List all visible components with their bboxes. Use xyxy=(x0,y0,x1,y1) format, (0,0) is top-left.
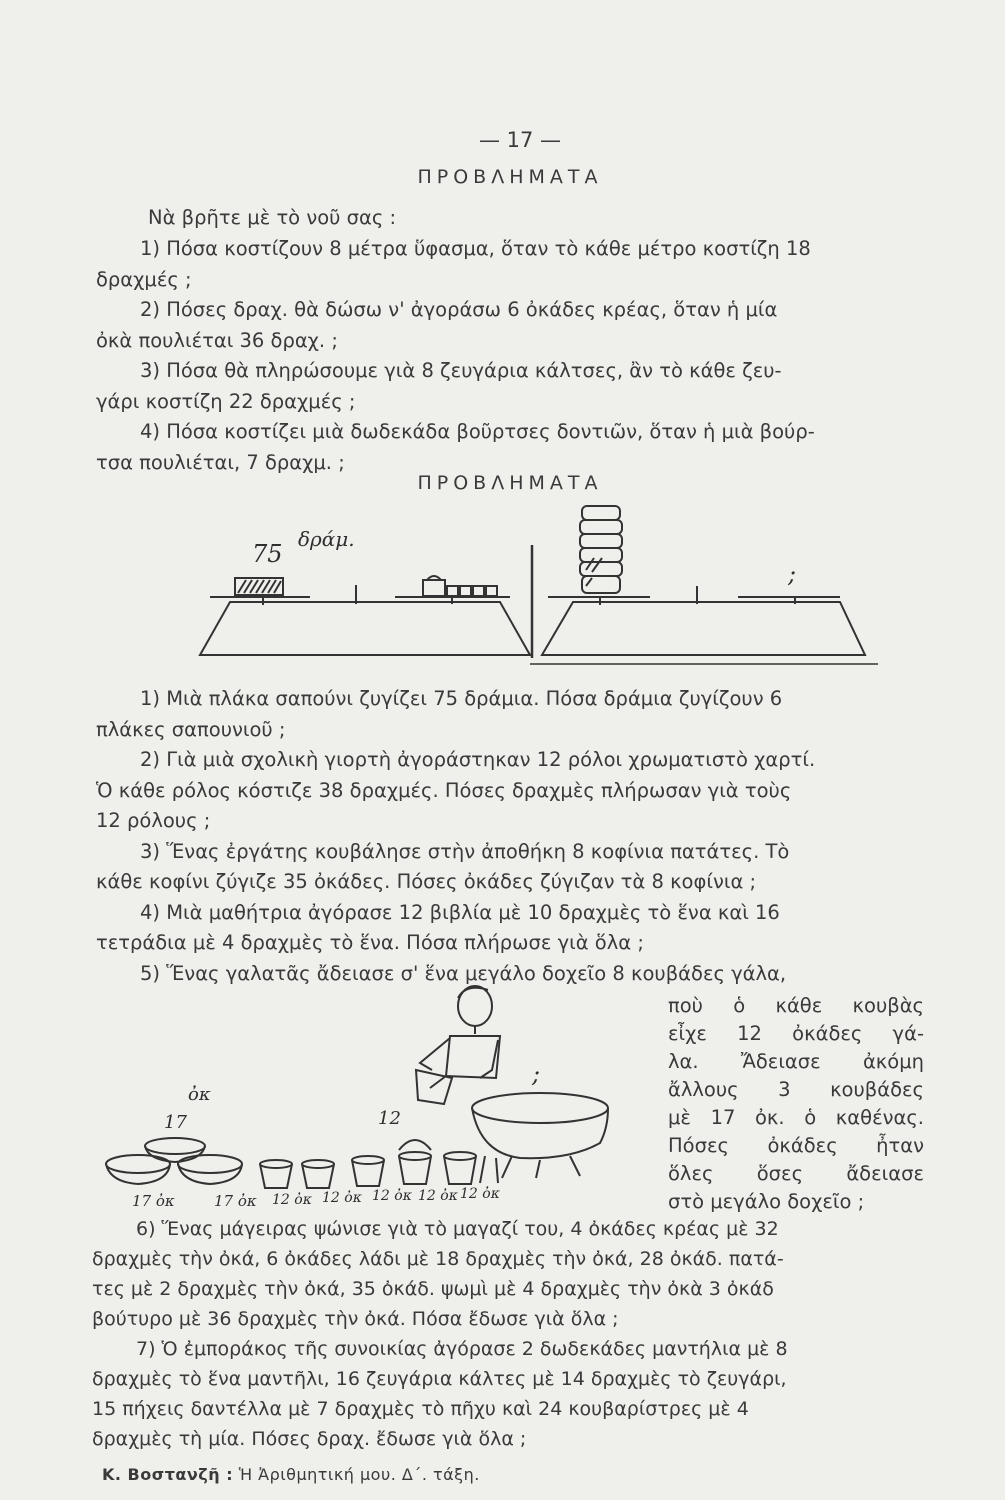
problem-line: 1) Μιὰ πλάκα σαπούνι ζυγίζει 75 δράμια. Πόσα δράμια ζυγίζουν 6 xyxy=(140,687,783,710)
problem-1-3 xyxy=(96,356,924,417)
ok-label: ὀκ xyxy=(188,1084,211,1105)
bucket-icon xyxy=(352,1156,384,1186)
problem-line: 2) Γιὰ μιὰ σχολικὴ γιορτὴ ἀγοράστηκαν 12 ρόλοι χρωματιστὸ χαρτί. xyxy=(140,748,816,771)
problems-section-2-later xyxy=(92,1214,924,1454)
problem-line: 2) Πόσες δραχ. θὰ δώσω ν' ἀγοράσω 6 ὀκάδες κρέας, ὅταν ἡ μία xyxy=(140,298,778,321)
right-scale-base xyxy=(542,602,865,655)
problem-line: ποὺ ὁ κάθε κουβὰς xyxy=(668,994,924,1017)
problem-line: δραχμὲς τὸ ἕνα μαντῆλι, 16 ζευγάρια κάλτες μὲ 14 δραχμὲς τὸ ζευγάρι, xyxy=(92,1368,787,1390)
problem-line: κάθε κοφίνι ζύγιζε 35 ὀκάδες. Πόσες ὀκάδες ζύγιζαν τὰ 8 κοφίνια ; xyxy=(96,870,757,893)
seventeen-label: 17 xyxy=(164,1112,187,1133)
problem-line: στὸ μεγάλο δοχεῖο ; xyxy=(668,1190,865,1213)
weight-icon xyxy=(473,586,484,596)
section-title-1: ΠΡΟΒΛΗΜΑΤΑ xyxy=(417,166,603,188)
bucket-icon xyxy=(302,1160,334,1188)
basin-icon xyxy=(178,1155,242,1173)
problem-line: ὅλες ὅσες ἄδειασε xyxy=(668,1162,924,1185)
bottom-label: 12 ὀκ xyxy=(460,1186,500,1202)
problem-2-3 xyxy=(96,837,924,898)
bottom-label: 17 ὀκ xyxy=(214,1192,257,1210)
problem-5-column xyxy=(668,992,924,1216)
problem-line: ὀκὰ πουλιέται 36 δραχ. ; xyxy=(96,328,338,352)
weight-icon xyxy=(423,580,445,596)
bottom-label: 12 ὀκ xyxy=(372,1188,412,1204)
bucket-icon xyxy=(444,1152,476,1184)
problem-line: 3) Ἕνας ἐργάτης κουβάλησε στὴν ἀποθήκη 8 κοφίνια πατάτες. Τὸ xyxy=(140,839,790,863)
weight-icon xyxy=(486,586,497,596)
problem-line: μὲ 17 ὀκ. ὁ καθένας. xyxy=(668,1106,924,1129)
problem-line: τες μὲ 2 δραχμὲς τὴν ὀκά, 35 ὀκάδ. ψωμὶ μὲ 4 δραχμὲς τὴν ὀκὰ 3 ὀκάδ xyxy=(92,1278,774,1300)
twelve-label: 12 xyxy=(378,1108,401,1129)
problem-line: τσα πουλιέται, 7 δραχμ. ; xyxy=(96,450,345,474)
section-title-2: ΠΡΟΒΛΗΜΑΤΑ xyxy=(417,472,603,494)
problem-2-1 xyxy=(96,684,924,745)
problem-line: 4) Πόσα κοστίζει μιὰ δωδεκάδα βοῦρτσες δοντιῶν, ὅταν ἡ μιὰ βούρ- xyxy=(140,420,815,443)
problem-line: τετράδια μὲ 4 δραχμὲς τὸ ἕνα. Πόσα πλήρωσε γιὰ ὅλα ; xyxy=(96,931,644,954)
problem-line: ἄλλους 3 κουβάδες xyxy=(668,1078,924,1101)
problem-line: 15 πήχεις δαντέλλα μὲ 7 δραχμὲς τὸ πῆχυ καὶ 24 κουβαρίστρες μὲ 4 xyxy=(92,1398,749,1420)
basin-icon xyxy=(145,1138,205,1154)
bottom-label: 12 ὀκ xyxy=(322,1190,362,1206)
bottom-label: 12 ὀκ xyxy=(272,1192,312,1208)
problem-line: λα. Ἄδειασε ἀκόμη xyxy=(668,1050,924,1073)
problem-line: βούτυρο μὲ 36 δραχμὲς τὴν ὀκά. Πόσα ἔδωσε γιὰ ὅλα ; xyxy=(92,1308,619,1330)
problem-1-4 xyxy=(96,417,924,478)
mental-problems xyxy=(96,234,924,478)
bottom-label: 17 ὀκ xyxy=(132,1192,175,1210)
unknown-mark: ; xyxy=(532,1060,541,1088)
problem-2-2 xyxy=(96,745,924,837)
unknown-mark: ; xyxy=(788,560,797,588)
bottom-label: 12 ὀκ xyxy=(418,1188,458,1204)
problem-line: δραχμὲς τὴν ὀκά, 6 ὀκάδες λάδι μὲ 18 δραχμὲς τὴν ὀκά, 28 ὀκάδ. πατά- xyxy=(92,1248,784,1270)
problem-line: 3) Πόσα θὰ πληρώσουμε γιὰ 8 ζευγάρια κάλτσες, ἂν τὸ κάθε ζευ- xyxy=(140,359,782,382)
left-scale-base xyxy=(200,602,530,655)
unit-label: δράμ. xyxy=(298,527,355,551)
milkman-illustration xyxy=(100,978,660,1218)
footer-author: Κ. Βοστανζῆ : xyxy=(102,1465,234,1484)
problem-line: δραχμὲς τὴ μία. Πόσες δραχ. ἔδωσε γιὰ ὅλα ; xyxy=(92,1428,527,1450)
footer xyxy=(102,1465,480,1484)
weight-icon xyxy=(447,586,458,596)
problem-2-4 xyxy=(96,898,924,959)
problem-line: Ὁ κάθε ρόλος κόστιζε 38 δραχμές. Πόσες δραχμὲς πλήρωσαν γιὰ τοὺς xyxy=(96,778,792,802)
problem-line: 4) Μιὰ μαθήτρια ἀγόρασε 12 βιβλία μὲ 10 δραχμὲς τὸ ἕνα καὶ 16 xyxy=(140,900,780,924)
bucket-icon xyxy=(399,1152,431,1184)
basin-icon xyxy=(106,1155,170,1173)
section-intro: Νὰ βρῆτε μὲ τὸ νοῦ σας : xyxy=(148,206,397,229)
problems-section-2 xyxy=(96,684,924,989)
problem-line: 5) Ἕνας γαλατᾶς ἄδειασε σ' ἕνα μεγάλο δοχεῖο 8 κουβάδες γάλα, xyxy=(140,961,787,985)
problem-1-2 xyxy=(96,295,924,356)
problem-line: εἶχε 12 ὀκάδες γά- xyxy=(668,1022,924,1045)
problem-2-6 xyxy=(92,1214,924,1334)
problem-line: 6) Ἕνας μάγειρας ψώνισε γιὰ τὸ μαγαζί του, 4 ὀκάδες κρέας μὲ 32 xyxy=(136,1218,779,1240)
problem-line: δραχμές ; xyxy=(96,267,192,291)
problem-line: γάρι κοστίζη 22 δραχμές ; xyxy=(96,389,356,413)
balance-scales-illustration xyxy=(190,500,880,670)
weight-icon xyxy=(460,586,471,596)
problem-line: πλάκες σαπουνιοῦ ; xyxy=(96,717,286,741)
bucket-icon xyxy=(260,1160,292,1188)
bucket-handle xyxy=(399,1140,431,1150)
problem-2-7 xyxy=(92,1334,924,1454)
page-number: — 17 — xyxy=(478,128,562,152)
big-container-icon xyxy=(472,1093,608,1123)
weight-label: 75 xyxy=(252,540,283,568)
problem-1-1 xyxy=(96,234,924,295)
problem-line: 12 ρόλους ; xyxy=(96,809,211,832)
problem-line: 1) Πόσα κοστίζουν 8 μέτρα ὕφασμα, ὅταν τὸ κάθε μέτρο κοστίζη 18 xyxy=(140,237,811,260)
problem-line: 7) Ὁ ἐμποράκος τῆς συνοικίας ἀγόρασε 2 δωδεκάδες μαντήλια μὲ 8 xyxy=(136,1338,788,1360)
problem-line: Πόσες ὀκάδες ἦταν xyxy=(668,1134,924,1157)
footer-book: Ἡ Ἀριθμητική μου. Δ΄. τάξη. xyxy=(238,1465,480,1484)
soap-stack-icon xyxy=(580,506,622,593)
